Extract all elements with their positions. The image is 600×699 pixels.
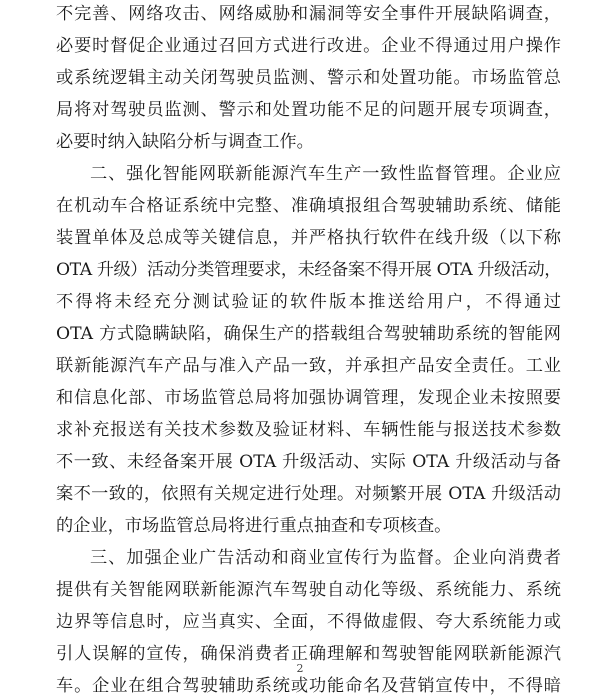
text-line: 必要时督促企业通过召回方式进行改进。企业不得通过用户操作 [56, 36, 561, 56]
text-line: 边界等信息时，应当真实、全面，不得做虚假、夸大系统能力或 [56, 612, 561, 632]
text-line: 和信息化部、市场监管总局将加强协调管理，发现企业未按照要 [56, 388, 561, 408]
page-number: 2 [296, 662, 304, 675]
section-heading-line: 三、加强企业广告活动和商业宣传行为监督。企业向消费者 [90, 548, 561, 568]
text-line: OTA 方式隐瞒缺陷，确保生产的搭载组合驾驶辅助系统的智能网 [56, 324, 561, 344]
text-line: 求补充报送有关技术参数及验证材料、车辆性能与报送技术参数 [56, 420, 561, 440]
text-line: 在机动车合格证系统中完整、准确填报组合驾驶辅助系统、储能 [56, 196, 561, 216]
text-line: 引人误解的宣传，确保消费者正确理解和驾驶智能网联新能源汽 [56, 644, 561, 664]
text-line: 联新能源汽车产品与准入产品一致，并承担产品安全责任。工业 [56, 356, 561, 376]
text-line: 必要时纳入缺陷分析与调查工作。 [56, 132, 314, 152]
text-line: 车。企业在组合驾驶辅助系统或功能命名及营销宣传中，不得暗 [56, 676, 561, 696]
text-line: OTA 升级）活动分类管理要求，未经备案不得开展 OTA 升级活动， [56, 260, 561, 280]
text-line: 不一致、未经备案开展 OTA 升级活动、实际 OTA 升级活动与备 [56, 452, 561, 472]
text-line: 不得将未经充分测试验证的软件版本推送给用户，不得通过 [56, 292, 561, 312]
text-line: 局将对驾驶员监测、警示和处置功能不足的问题开展专项调查， [56, 100, 561, 120]
text-line: 装置单体及总成等关键信息，并严格执行软件在线升级（以下称 [56, 228, 561, 248]
text-line: 案不一致的，依照有关规定进行处理。对频繁开展 OTA 升级活动 [56, 484, 561, 504]
text-line: 提供有关智能网联新能源汽车驾驶自动化等级、系统能力、系统 [56, 580, 561, 600]
text-line: 或系统逻辑主动关闭驾驶员监测、警示和处置功能。市场监管总 [56, 68, 561, 88]
text-line: 的企业，市场监管总局将进行重点抽查和专项核查。 [56, 516, 452, 536]
text-line: 不完善、网络攻击、网络威胁和漏洞等安全事件开展缺陷调查， [56, 4, 561, 24]
section-heading-line: 二、强化智能网联新能源汽车生产一致性监督管理。企业应 [90, 164, 561, 184]
